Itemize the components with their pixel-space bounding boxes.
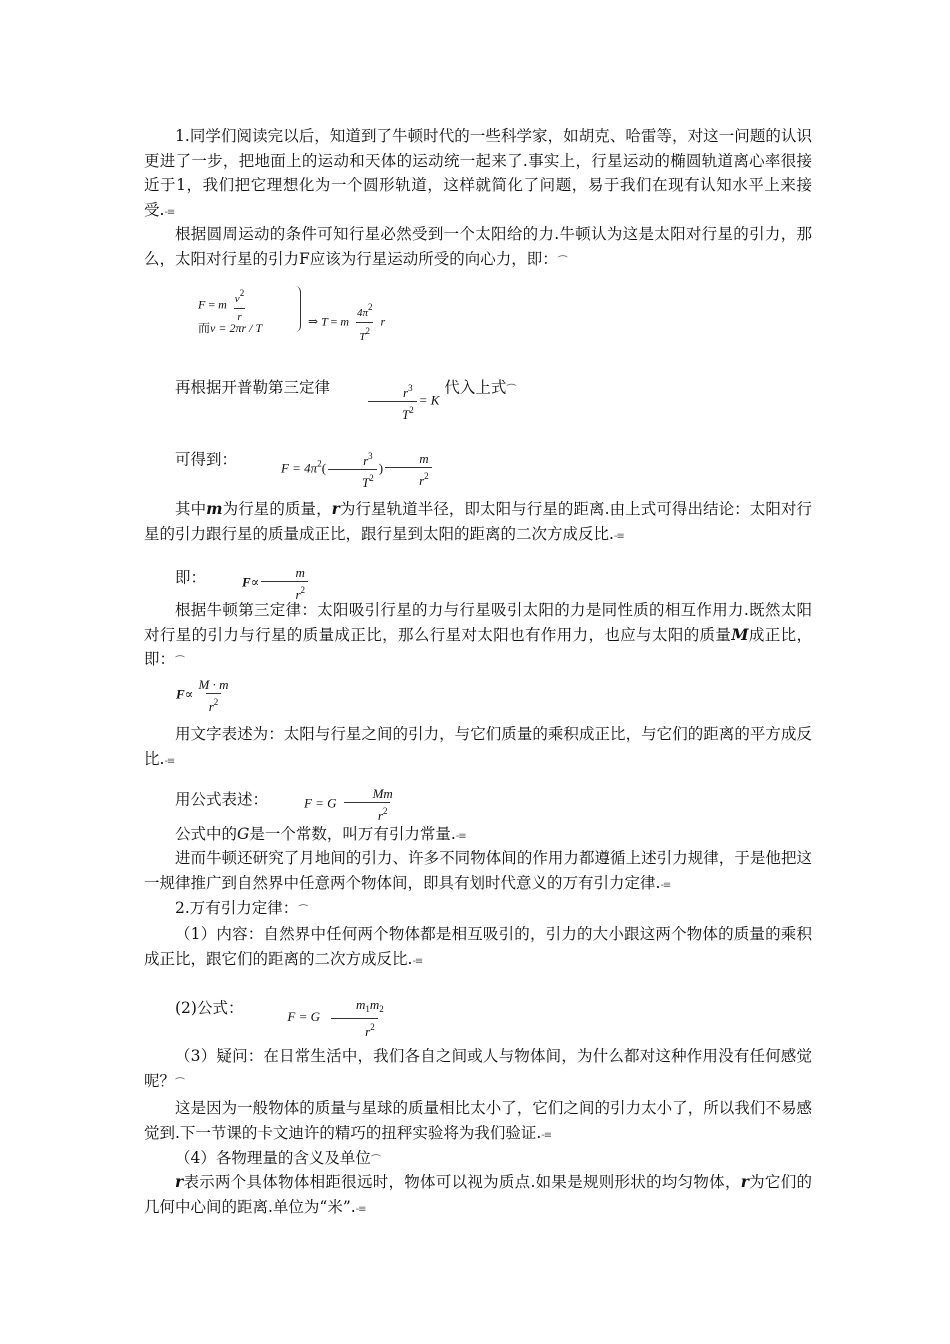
paragraph-text: 即： <box>175 568 207 587</box>
paragraph-mark: -≡ <box>541 1129 552 1141</box>
paragraph-text: 用公式表述： <box>175 790 269 809</box>
paragraph-result <box>144 440 812 490</box>
line-break-mark: ⏜ <box>175 656 184 667</box>
paragraph-mark: -≡ <box>455 831 466 842</box>
paragraph-units-heading: （4）各物理量的含义及单位⏜ <box>175 1149 380 1167</box>
paragraph-centripetal <box>144 222 812 274</box>
paragraph-text: 代入上式 <box>444 378 507 397</box>
paragraph-mark: -≡ <box>355 1203 366 1215</box>
formula-gravitation: F = G $\frac{Mm}{r^2}$ <box>303 786 393 823</box>
formula-kepler: $\frac{r^3}{T^2}$ = K <box>335 380 439 423</box>
paragraph-generalization: 进而牛顿还研究了月地间的引力、许多不同物体间的作用力都遵循上述引力规律，于是他把这一规律推广到自然界中任意两个物体间，即具有划时代意义的万有引力定律.-≡ <box>144 849 812 892</box>
paragraph-mark: -≡ <box>660 879 671 891</box>
formula-line-1: F = m $\frac{v^2}{r}$ <box>198 285 249 326</box>
paragraph-third-law: 根据牛顿第三定律：太阳吸引行星的力与行星吸引太阳的力是同性质的相互作用力.既然太阳对行星的引力与行星的质量成正比，那么行星对太阳也有作用力，也应与太阳的质量M成正比，即：⏜ <box>144 601 812 668</box>
formula-gravitation-masses: F = G $\frac{m_1m_2}{r^2}$ <box>287 997 384 1039</box>
paragraph-kepler <box>144 368 812 422</box>
formula-force-kepler: $F = 4\pi^2$( $\frac{r^3}{T^2}$ ) $\frac{m}{r^2}$ <box>250 448 434 491</box>
formula-line-2: 而v = 2πr / T <box>198 321 263 335</box>
paragraph-law-content: （1）内容：自然界中任何两个物体都是相互吸引的，引力的大小跟这两个物体的质量的乘积成正比，跟它们的距离的二次方成反比.-≡ <box>144 925 812 968</box>
line-break-mark: ⏜ <box>506 384 515 396</box>
paragraph-mark: -≡ <box>613 530 624 542</box>
formula-proportional-1: F∝ $\frac{m}{r^2}$ <box>211 564 310 603</box>
paragraph-units-r: r表示两个具体物体相距很远时，物体可以视为质点.如果是规则形状的均匀物体，r为它们的几何中心间的距离.单位为“米”.-≡ <box>144 1172 812 1216</box>
paragraph-text: 1.同学们阅读完以后，知道到了牛顿时代的一些科学家，如胡克、哈雷等，对这一问题的认识更进了一步，把地面上的运动和天体的运动统一起来了.事实上，行星运动的椭圆轨道离心率很接近于1，我们把它理想化为一个圆形轨道，这样就简化了问题，易于我们在现有认知水平上来接受. <box>144 127 812 219</box>
line-break-mark: ⏜ <box>557 255 567 267</box>
paragraph-law-heading: 2.万有引力定律：⏜ <box>175 899 307 917</box>
paragraph-mark: -≡ <box>412 955 423 967</box>
paragraph-law-formula <box>144 988 812 1039</box>
paragraph-text-statement: 用文字表述为：太阳与行星之间的引力，与它们质量的乘积成正比，与它们的距离的平方成反比.-≡ <box>144 725 812 768</box>
formula-proportional-2: F∝ $\frac{M \cdot m}{r^2}$ <box>176 677 229 714</box>
formula-result: ⇒ T = m $\frac{4\pi^2}{T^2}$ r <box>308 299 385 346</box>
paragraph-formula-statement <box>144 782 812 821</box>
paragraph-constant: 公式中的G是一个常数，叫万有引力常量.-≡ <box>175 825 466 843</box>
paragraph-text: 可得到： <box>175 450 238 469</box>
paragraph-question: （3）疑问：在日常生活中，我们各自之间或人与物体间，为什么都对这种作用没有任何感觉呢？⏜ <box>144 1047 812 1090</box>
paragraph-intro <box>144 124 812 225</box>
formula-centripetal-system <box>198 285 438 343</box>
paragraph-mark: -≡ <box>164 206 175 218</box>
paragraph-conclusion: 其中m为行星的质量，r为行星轨道半径，即太阳与行星的距离.由上式可得出结论：太阳对行星的引力跟行星的质量成正比，跟行星到太阳的距离的二次方成反比.-≡ <box>144 499 812 543</box>
line-break-mark: ⏜ <box>175 1077 184 1089</box>
paragraph-answer: 这是因为一般物体的质量与星球的质量相比太小了，它们之间的引力太小了，所以我们不易感觉到.下一节课的卡文迪许的精巧的扭秤实验将为我们验证.-≡ <box>144 1099 812 1142</box>
paragraph-text: (2)公式： <box>175 998 244 1017</box>
brace <box>294 286 301 332</box>
paragraph-mark: -≡ <box>164 755 175 767</box>
paragraph-text: 再根据开普勒第三定律 <box>175 378 331 397</box>
line-break-mark: ⏜ <box>370 1155 380 1166</box>
line-break-mark: ⏜ <box>298 905 307 916</box>
paragraph-proportional-1 <box>144 560 812 602</box>
paragraph-text: 根据圆周运动的条件可知行星必然受到一个太阳给的力.牛顿认为这是太阳对行星的引力，那么，太阳对行星的引力F应该为行星运动所受的向心力，即： <box>144 225 812 268</box>
